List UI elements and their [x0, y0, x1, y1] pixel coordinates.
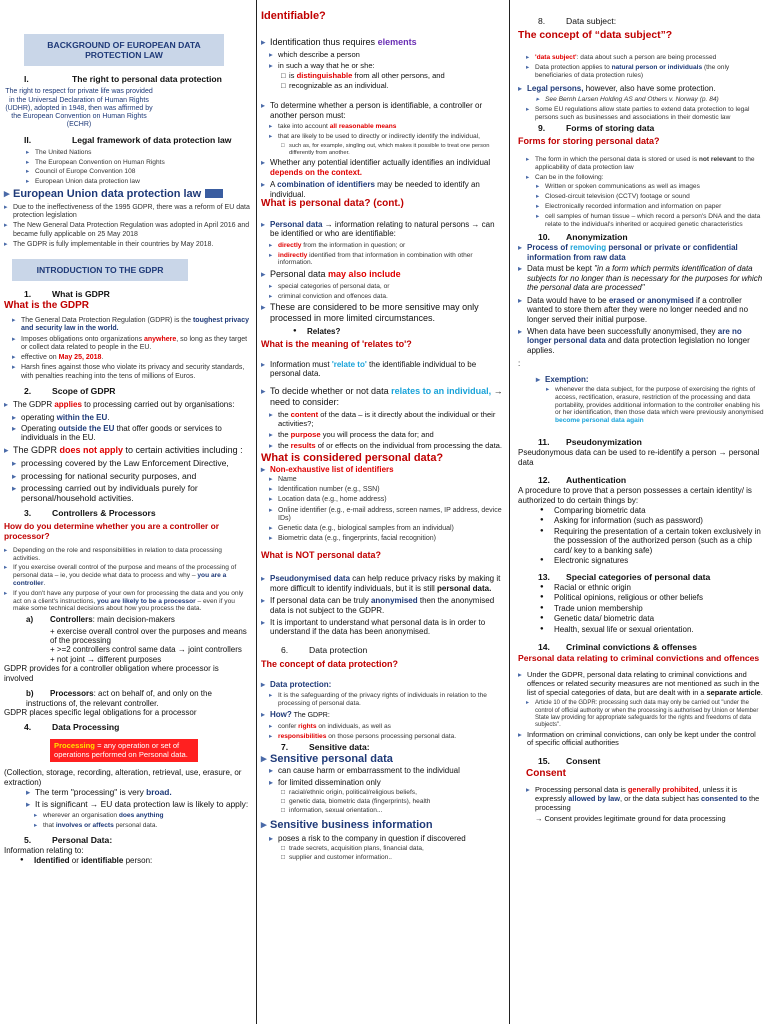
forms-item: ▸ Closed-circuit television (CCTV) footage or sound [536, 193, 764, 201]
heading-personal-data: 5. Personal Data: [24, 834, 113, 845]
scope-applies: ▸ The GDPR applies to processing carried out by organisations: [4, 400, 250, 409]
sensitive-personal-heading: ▸ Sensitive personal data [261, 753, 505, 766]
heading-consent: 15. Consent [538, 756, 601, 767]
forms-item: ▸ Written or spoken communications as well as images [536, 183, 764, 191]
identifier-item: ▸ Name [269, 476, 505, 484]
red-title-data-subject: The concept of “data subject”? [518, 30, 673, 42]
personal-data-point: ▸ Personal data → information relating to natural persons → can be identified or who are identifiable: [261, 220, 505, 239]
gdpr-point: ▸ Harsh fines against those who violate its privacy and security standards, with penalties reaching into the tens of millions of Euros. [12, 364, 250, 381]
business-box: □ trade secrets, acquisition plans, financial data, [281, 845, 505, 853]
processors-note: GDPR places specific legal obligations for a processor [4, 708, 197, 717]
forms-point: ▸ Can be in the following: [526, 174, 764, 182]
identification-box: □ recognizable as an individual. [281, 82, 505, 91]
framework-item: ▸ The United Nations [26, 149, 250, 157]
gdpr-point: ▸ Imposes obligations onto organizations anywhere, so long as they target or collect data related to people in the EU. [12, 336, 250, 353]
heading-scope-gdpr: 2. Scope of GDPR [24, 385, 116, 396]
identification-point: ▸ Whether any potential identifier actually identifies an individual depends on the context. [261, 158, 505, 177]
identifier-item: ▸ Biometric data (e.g., fingerprints, facial recognition) [269, 535, 505, 543]
personal-data-point: ▸ These are considered to be more sensitive may only processed in more limited circumstances. [261, 302, 505, 323]
processing-examples: (Collection, storage, recording, alteration, retrieval, use, erasure, or extraction) [4, 768, 242, 787]
controllers-line: + >=2 controllers control same data → joint controllers [50, 645, 242, 655]
data-subject-point: ▸ 'data subject': data about such a person are being processed [526, 54, 764, 62]
heading-controllers-processors: 3. Controllers & Processors [24, 507, 156, 518]
special-category-item: ● Health, sexual life or sexual orientation. [538, 625, 764, 634]
red-title-criminal: Personal data relating to criminal convictions and offences [518, 653, 760, 664]
identifier-item: ▸ Identification number (e.g., SSN) [269, 486, 505, 494]
relates-bullet: ● Relates? [291, 327, 505, 336]
processing-definition-box: Processing = any operation or set of operations performed on Personal data. [50, 739, 198, 763]
personal-data-intro: Information relating to: [4, 845, 84, 855]
eu-law-item: ▸ The GDPR is fully implementable in their countries by May 2018. [4, 241, 250, 249]
consent-subpoint: → Consent provides legitimate ground for data processing [535, 814, 726, 824]
controllers-def: a) Controllers: main decision-makers [26, 615, 175, 625]
identifiers-heading: ▸ Non-exhaustive list of identifiers [261, 465, 505, 474]
data-subject-point: ▸ Legal persons, however, also have some protection. [518, 84, 764, 93]
business-point: ▸ poses a risk to the company in question if discovered [269, 834, 505, 843]
scope-item: ▸ operating within the EU. [12, 413, 250, 422]
heading-special-categories: 13. Special categories of personal data [538, 571, 711, 582]
not-personal-point: ▸ If personal data can be truly anonymised then the anonymised data is not subject to the GDPR. [261, 596, 505, 615]
sensitive-box: □ information, sexual orientation... [281, 807, 505, 815]
personal-data-subpoint: ▸ special categories of personal data, or [269, 283, 505, 291]
identification-subpoint: ▸ take into account all reasonable means [269, 123, 505, 131]
data-subject-subpoint: ▸ See Bernh Larsen Holding AS and Others v. Norway (p. 84) [536, 96, 764, 104]
relates-point: ▸ To decide whether or not data relates to an individual, → need to consider: [261, 386, 505, 407]
anonymization-point: ▸ Data must be kept "in a form which permits identification of data subjects for no longer than is necessary for the purposes for which the personal data are processed" [518, 264, 764, 292]
heading-data-protection: 6. Data protection [281, 644, 368, 655]
heading-criminal-convictions: 14. Criminal convictions & offenses [538, 641, 697, 652]
business-box: □ supplier and customer information.. [281, 854, 505, 862]
heading-legal-framework: II. Legal framework of data protection law [24, 134, 232, 145]
heading-what-is-gdpr: 1. What is GDPR [24, 289, 110, 300]
heading-data-subject: 8. Data subject: [538, 16, 617, 26]
framework-item: ▸ The European Convention on Human Rights [26, 159, 250, 167]
relates-point: ▸ Information must 'relate to' the identifiable individual to be personal data. [261, 360, 505, 379]
data-protection-subpoint: ▸ It is the safeguarding of the privacy rights of individuals in relation to the processing of personal data. [269, 692, 505, 708]
cp-point: ▸ If you exercise overall control of the purpose and means of the processing of personal data – ie, you decide what data to process and why – you are a controller. [4, 564, 250, 587]
identification-box: □ is distinguishable from all other persons, and [281, 72, 505, 81]
red-title-personal-data-cont: What is personal data? (cont.) [261, 198, 404, 210]
data-protection-point: ▸ Data protection: [261, 680, 505, 689]
controllers-note: GDPR provides for a controller obligation where processor is involved [4, 664, 219, 683]
scope-item: ▸ Operating outside the EU that offer goods or services to individuals in the EU. [12, 424, 250, 443]
forms-point: ▸ The form in which the personal data is stored or used is not relevant to the applicability of data protection law [526, 156, 764, 172]
red-title-forms-storing: Forms for storing personal data? [518, 135, 660, 146]
processing-subpoint: ▸ wherever an organisation does anything [34, 812, 250, 820]
identification-subpoint: ▸ in such a way that he or she: [269, 62, 505, 71]
exemption-heading: ▸ Exemption: [536, 375, 764, 384]
framework-item: ▸ Council of Europe Convention 108 [26, 168, 250, 176]
identification-subpoint: ▸ which describe a person [269, 51, 505, 60]
controllers-line: + not joint → different purposes [50, 654, 162, 664]
scope-not-apply: ▸ The GDPR does not apply to certain activities including : [4, 445, 250, 456]
heading-pseudonymization: 11. Pseudonymization [538, 436, 642, 447]
column-middle [256, 0, 510, 1024]
gdpr-point: ▸ The General Data Protection Regulation (GDPR) is the toughest privacy and security law in the world. [12, 317, 250, 334]
authentication-text: A procedure to prove that a person possesses a certain identity/ is authorized to do certain things by: [518, 486, 752, 505]
criminal-point: ▸ Information on criminal convictions, can only be kept under the control of specific official authorities [518, 731, 764, 748]
identification-point: ▸ Identification thus requires elements [261, 37, 505, 48]
red-title-concept-data-protection: The concept of data protection? [261, 659, 399, 670]
processors-def: b) Processors: act on behalf of, and only on the instructions of, the relevant controller. [26, 689, 212, 708]
personal-data-bullet: ● Identified or identifiable person: [18, 856, 250, 865]
personal-data-subpoint: ▸ criminal conviction and offences data. [269, 293, 505, 301]
identification-box: □ such as, for example, singling out, which makes it possible to treat one person differently from another. [281, 143, 505, 157]
anonymization-point: ▸ When data have been successfully anonymised, they are no longer personal data and data protection legislation no longer applies. [518, 327, 764, 355]
forms-item: ▸ cell samples of human tissue – which record a person's DNA and the data relate to the individual's inherited or acquired genetic characteristics [536, 213, 764, 229]
identification-point: ▸ A combination of identifiers may be needed to identify an individual. [261, 180, 505, 199]
criminal-subpoint: ▸ Article 10 of the GDPR: processing such data may only be carried out "under the control of official authority or when the processing is authorised by Union or Member State law providing for appropriate safeguards for the rights and freedoms of data subjects". [526, 700, 764, 728]
cp-point: ▸ Depending on the role and responsibilities in relation to data processing activities. [4, 547, 250, 563]
special-category-item: ● Genetic data/ biometric data [538, 614, 764, 623]
red-title-controller-processor: How do you determine whether you are a controller or processor? [4, 521, 219, 542]
sensitive-box: □ genetic data, biometric data (fingerprints), health [281, 798, 505, 806]
not-personal-point: ▸ Pseudonymised data can help reduce privacy risks by making it more difficult to identify individuals, but it is still personal data. [261, 574, 505, 593]
colon-mark: : [518, 359, 521, 369]
sensitive-point: ▸ can cause harm or embarrassment to the individual [269, 766, 505, 775]
identifier-item: ▸ Location data (e.g., home address) [269, 496, 505, 504]
red-title-considered-personal-data: What is considered personal data? [261, 452, 444, 465]
anonymization-point: ▸ Data would have to be erased or anonymised if a controller wanted to store them after they were no longer needed and no longer served their initial purpose. [518, 296, 764, 324]
anonymization-point: ▸ Process of removing personal or private or confidential information from raw data [518, 243, 764, 262]
heading-sensitive-data: 7. Sensitive data: [281, 742, 370, 753]
processing-subpoint: ▸ that involves or affects personal data. [34, 822, 250, 830]
cp-point: ▸ If you don't have any purpose of your own for processing the data and you only act on a client's instructions, you are likely to be a processor – even if you make some technical decisions about how you process the data. [4, 590, 250, 613]
eu-flag-icon [205, 189, 223, 198]
data-protection-subpoint: ▸ responsibilities on those persons processing personal data. [269, 733, 505, 741]
red-title-identifiable: Identifiable? [261, 10, 326, 22]
forms-item: ▸ Electronically recorded information and information on paper [536, 203, 764, 211]
authentication-item: ● Electronic signatures [538, 556, 764, 565]
personal-data-point: ▸ Personal data may also include [261, 269, 505, 280]
identification-subpoint: ▸ that are likely to be used to directly or indirectly identify the individual, [269, 133, 505, 141]
controllers-line: + exercise overall control over the purposes and means of the processing [50, 626, 247, 645]
scope-exclusion: ▸ processing covered by the Law Enforcement Directive, [12, 458, 250, 468]
processing-point: ▸ It is significant → EU data protection law is likely to apply: [26, 800, 250, 810]
framework-item: ▸ European Union data protection law [26, 178, 250, 186]
personal-data-subpoint: ▸ indirectly identified from that information in combination with other information. [269, 252, 505, 268]
section-banner-intro-gdpr: INTRODUCTION TO THE GDPR [12, 259, 188, 281]
scope-exclusion: ▸ processing carried out by individuals purely for personal/household activities. [12, 483, 250, 503]
personal-data-subpoint: ▸ directly from the information in question; or [269, 242, 505, 250]
data-protection-point: ▸ How? The GDPR: [261, 710, 505, 720]
relates-subpoint: ▸ the content of the data – is it directly about the individual or their activities?; [269, 411, 505, 429]
authentication-item: ● Requiring the presentation of a certain token exclusively in the possession of the authorized person (such as a chip card/ key to a banking safe) [538, 527, 764, 555]
red-title-relates-to: What is the meaning of 'relates to'? [261, 338, 412, 349]
eu-law-item: ▸ Due to the ineffectiveness of the 1995 GDPR, there was a reform of EU data protection legislation [4, 204, 250, 221]
relates-subpoint: ▸ the purpose you will process the data for; and [269, 431, 505, 440]
sensitive-business-heading: ▸ Sensitive business information [261, 819, 505, 832]
heading-anonymization: 10. Anonymization [538, 232, 628, 243]
gdpr-point: ▸ effective on May 25, 2018. [12, 354, 250, 362]
section-banner-background: BACKGROUND OF EUROPEAN DATA PROTECTION LAW [24, 34, 224, 66]
identifier-item: ▸ Online identifier (e.g., e-mail address, screen names, IP address, device IDs) [269, 507, 505, 524]
heading-authentication: 12. Authentication [538, 474, 627, 485]
processing-point: ▸ The term "processing" is very broad. [26, 788, 250, 798]
identifier-item: ▸ Genetic data (e.g., biological samples from an individual) [269, 525, 505, 533]
heading-forms-storing: 9. Forms of storing data [538, 123, 655, 134]
exemption-text: ▸ whenever the data subject, for the purpose of exercising the rights of access, rectification, erasure, restriction of the processing and data portability, provides additional information to the controller enabling his or her identification, then those data which were previously anonymised become personal data again [546, 386, 764, 425]
udhr-paragraph: The right to respect for private life was provided in the Universal Declaration of Human Rights (UDHR), adopted in 1948, then was affirmed by the European Convention on Human Rights (ECHR) [5, 88, 153, 129]
not-personal-point: ▸ It is important to understand what personal data is in order to understand if the data has been anonymised. [261, 618, 505, 637]
red-title-what-is-gdpr: What is the GDPR [4, 300, 90, 312]
authentication-item: ● Asking for information (such as password) [538, 516, 764, 525]
consent-point: ▸ Processing personal data is generally prohibited, unless it is expressly allowed by law, or the data subject has consented to the processing [526, 786, 764, 812]
red-title-not-personal-data: What is NOT personal data? [261, 549, 382, 560]
sensitive-box: □ racial/ethnic origin, political/religious beliefs, [281, 789, 505, 797]
authentication-item: ● Comparing biometric data [538, 506, 764, 515]
data-subject-point: ▸ Some EU regulations allow state parties to extend data protection to legal persons such as businesses and associations in their domestic law [526, 106, 764, 122]
special-category-item: ● Racial or ethnic origin [538, 583, 764, 592]
criminal-point: ▸ Under the GDPR, personal data relating to criminal convictions and offences or related security measures are not mentioned as such in the list of special categories of data, but are dealt with in a separate article. [518, 671, 764, 697]
red-title-consent: Consent [526, 768, 566, 780]
sensitive-point: ▸ for limited dissemination only [269, 778, 505, 787]
heading-right-to-data-protection: I. The right to personal data protection [24, 74, 222, 85]
eu-law-heading: ▸ European Union data protection law [4, 188, 250, 201]
special-category-item: ● Political opinions, religious or other beliefs [538, 593, 764, 602]
relates-subpoint: ▸ the results of or effects on the individual from processing the data. [269, 442, 505, 451]
heading-data-processing: 4. Data Processing [24, 722, 120, 733]
column-right [512, 0, 768, 1024]
pseudonymization-text: Pseudonymous data can be used to re-identify a person → personal data [518, 448, 760, 467]
data-protection-subpoint: ▸ confer rights on individuals, as well as [269, 723, 505, 731]
special-category-item: ● Trade union membership [538, 604, 764, 613]
data-subject-point: ▸ Data protection applies to natural person or individuals (the only beneficiaries of data protection rules) [526, 64, 764, 80]
identification-point: ▸ To determine whether a person is identifiable, a controller or another person must: [261, 101, 505, 120]
column-left [0, 0, 252, 1024]
scope-exclusion: ▸ processing for national security purposes, and [12, 471, 250, 481]
eu-law-item: ▸ The New General Data Protection Regulation was adopted in April 2016 and became fully applicable on 25 May 2018 [4, 222, 250, 239]
